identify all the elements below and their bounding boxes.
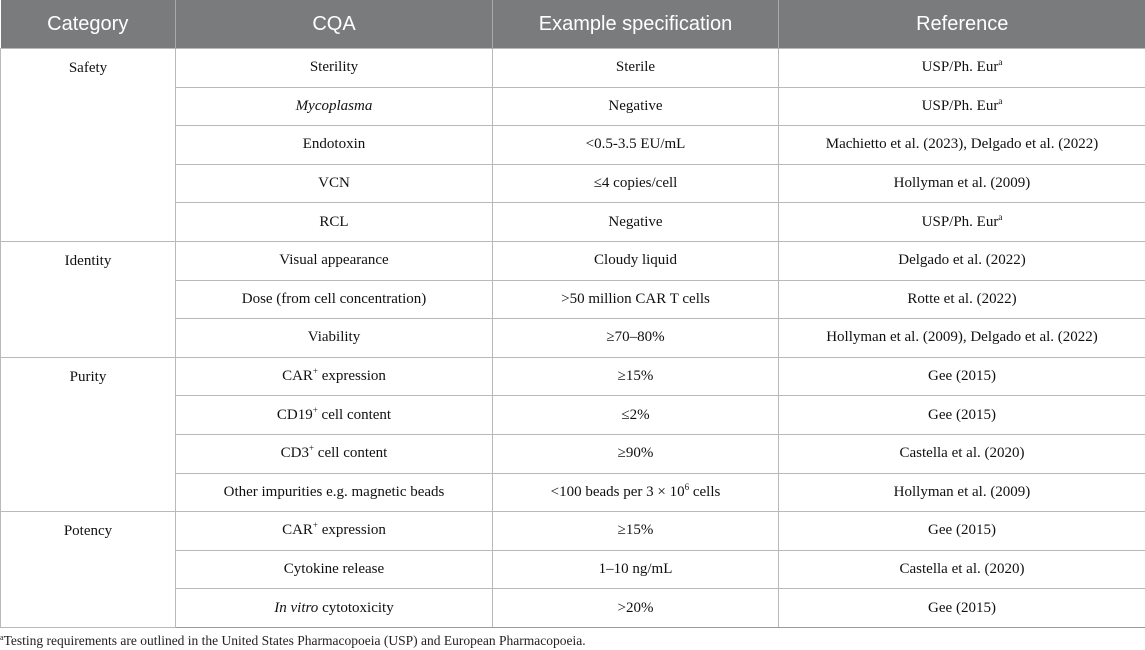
cqa-cell: Sterility bbox=[176, 49, 493, 88]
cqa-text: CAR bbox=[282, 522, 313, 539]
ref-cell bbox=[779, 203, 1145, 242]
spec-cell: Cloudy liquid bbox=[493, 241, 779, 280]
ref-cell: Hollyman et al. (2009), Delgado et al. (2022) bbox=[779, 319, 1145, 358]
superscript: + bbox=[312, 520, 318, 531]
cqa-text: CAR bbox=[282, 368, 313, 385]
spec-cell: Negative bbox=[493, 87, 779, 126]
table-footnote bbox=[0, 633, 586, 649]
header-cqa: CQA bbox=[176, 0, 493, 49]
ref-cell: Gee (2015) bbox=[779, 357, 1145, 396]
cqa-cell bbox=[176, 589, 493, 628]
cqa-text: expression bbox=[318, 368, 386, 385]
cqa-cell bbox=[176, 512, 493, 551]
category-cell: Identity bbox=[1, 241, 176, 357]
cqa-cell: Mycoplasma bbox=[176, 87, 493, 126]
cqa-text: cell content bbox=[314, 445, 388, 462]
spec-cell: Sterile bbox=[493, 49, 779, 88]
cqa-italic-text: In vitro bbox=[274, 599, 319, 616]
spec-cell: ≤4 copies/cell bbox=[493, 164, 779, 203]
spec-cell: ≤2% bbox=[493, 396, 779, 435]
spec-cell: ≥70–80% bbox=[493, 319, 779, 358]
ref-cell bbox=[779, 87, 1145, 126]
cqa-cell: Endotoxin bbox=[176, 126, 493, 165]
ref-text: USP/Ph. Eur bbox=[921, 59, 999, 76]
ref-cell bbox=[779, 49, 1145, 88]
cqa-text: cell content bbox=[317, 406, 392, 423]
spec-cell: <0.5-3.5 EU/mL bbox=[493, 126, 779, 165]
ref-text: USP/Ph. Eur bbox=[921, 213, 999, 230]
ref-cell: Machietto et al. (2023), Delgado et al. (2022) bbox=[779, 126, 1145, 165]
cqa-cell: Other impurities e.g. magnetic beads bbox=[176, 473, 493, 512]
superscript: + bbox=[308, 443, 315, 454]
footnote-marker: a bbox=[0, 633, 4, 642]
header-reference: Reference bbox=[779, 0, 1145, 49]
spec-cell: >20% bbox=[493, 589, 779, 628]
spec-cell bbox=[493, 473, 779, 512]
spec-cell: ≥15% bbox=[493, 512, 779, 551]
category-cell: Safety bbox=[1, 49, 176, 242]
ref-cell: Castella et al. (2020) bbox=[779, 434, 1145, 473]
ref-cell: Gee (2015) bbox=[779, 512, 1145, 551]
ref-cell: Gee (2015) bbox=[779, 396, 1145, 435]
footnote-text: Testing requirements are outlined in the United States Pharmacopoeia (USP) and European Pharmacopoeia. bbox=[3, 633, 586, 648]
cqa-cell bbox=[176, 396, 493, 435]
cqa-cell: Cytokine release bbox=[176, 550, 493, 589]
cqa-cell: Dose (from cell concentration) bbox=[176, 280, 493, 319]
cqa-text: CD19 bbox=[276, 406, 313, 423]
table-row bbox=[1, 357, 1145, 396]
superscript: 6 bbox=[684, 481, 690, 492]
spec-cell: ≥15% bbox=[493, 357, 779, 396]
spec-cell: Negative bbox=[493, 203, 779, 242]
ref-cell: Gee (2015) bbox=[779, 589, 1145, 628]
cqa-text: CD3 bbox=[280, 445, 309, 462]
footnote-marker: a bbox=[998, 57, 1003, 68]
ref-cell: Delgado et al. (2022) bbox=[779, 241, 1145, 280]
footnote-marker: a bbox=[998, 95, 1003, 106]
ref-cell: Hollyman et al. (2009) bbox=[779, 164, 1145, 203]
category-cell: Potency bbox=[1, 512, 176, 628]
cqa-text: expression bbox=[318, 522, 386, 539]
spec-cell: ≥90% bbox=[493, 434, 779, 473]
cqa-cell: RCL bbox=[176, 203, 493, 242]
ref-cell: Rotte et al. (2022) bbox=[779, 280, 1145, 319]
cqa-cell bbox=[176, 434, 493, 473]
ref-text: USP/Ph. Eur bbox=[921, 97, 999, 114]
footnote-marker: a bbox=[998, 211, 1003, 222]
header-spec: Example specification bbox=[493, 0, 779, 49]
spec-text: cells bbox=[689, 483, 721, 500]
table-row bbox=[1, 49, 1145, 88]
cqa-text: cytotoxicity bbox=[318, 599, 394, 616]
table-row bbox=[1, 241, 1145, 280]
category-cell: Purity bbox=[1, 357, 176, 511]
cqa-cell: VCN bbox=[176, 164, 493, 203]
ref-cell: Hollyman et al. (2009) bbox=[779, 473, 1145, 512]
spec-text: <100 beads per 3 × 10 bbox=[550, 483, 685, 500]
header-category: Category bbox=[1, 0, 176, 49]
cqa-cell: Visual appearance bbox=[176, 241, 493, 280]
cqa-cell bbox=[176, 357, 493, 396]
spec-cell: >50 million CAR T cells bbox=[493, 280, 779, 319]
spec-cell: 1–10 ng/mL bbox=[493, 550, 779, 589]
superscript: + bbox=[312, 366, 318, 377]
cqa-cell: Viability bbox=[176, 319, 493, 358]
header-row bbox=[1, 0, 1145, 49]
table-row bbox=[1, 512, 1145, 551]
ref-cell: Castella et al. (2020) bbox=[779, 550, 1145, 589]
superscript: + bbox=[312, 404, 318, 415]
